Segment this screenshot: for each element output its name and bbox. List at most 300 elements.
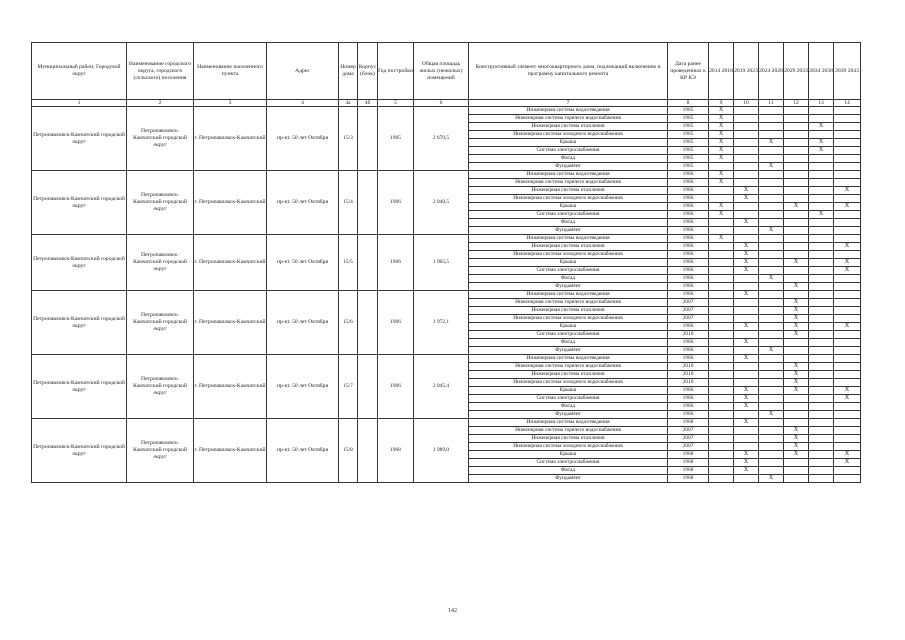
cell-repair-date: 1966: [668, 219, 709, 227]
cell-period-mark: X: [809, 147, 834, 155]
cell-period-mark: X: [784, 427, 809, 435]
cell-period-mark: [809, 443, 834, 451]
cell-period-mark: [809, 227, 834, 235]
cell-period-mark: [809, 259, 834, 267]
cell-period-mark: [834, 363, 861, 371]
cell-period-mark: [734, 123, 759, 131]
cell-period-mark: X: [759, 475, 784, 483]
cell-repair-date: 1966: [668, 291, 709, 299]
cell-period-mark: [809, 115, 834, 123]
table-row: [32, 107, 861, 115]
cell-period-mark: [734, 115, 759, 123]
cell-district: Петропавловск-Камчатский городской округ: [32, 355, 127, 419]
cell-period-mark: [784, 107, 809, 115]
cell-element: Фундамент: [469, 227, 668, 235]
cell-period-mark: [709, 307, 734, 315]
cell-repair-date: 1966: [668, 347, 709, 355]
cell-period-mark: [834, 227, 861, 235]
cell-repair-date: 2010: [668, 331, 709, 339]
cell-period-mark: [784, 291, 809, 299]
cell-repair-date: 1966: [668, 171, 709, 179]
cell-period-mark: X: [784, 435, 809, 443]
cell-period-mark: X: [759, 347, 784, 355]
column-number: 14: [834, 100, 861, 107]
cell-period-mark: [784, 123, 809, 131]
cell-element: Инженерная система отопления: [469, 243, 668, 251]
cell-period-mark: X: [734, 403, 759, 411]
cell-period-mark: [759, 315, 784, 323]
cell-repair-date: 1968: [668, 459, 709, 467]
cell-repair-date: 1965: [668, 107, 709, 115]
cell-period-mark: [709, 371, 734, 379]
cell-period-mark: X: [734, 451, 759, 459]
cell-repair-date: 1966: [668, 211, 709, 219]
cell-period-mark: [784, 171, 809, 179]
cell-period-mark: [784, 475, 809, 483]
cell-repair-date: 1968: [668, 419, 709, 427]
cell-period-mark: [759, 435, 784, 443]
cell-locality: г. Петропавловск-Камчатский: [194, 107, 267, 171]
cell-period-mark: [834, 347, 861, 355]
cell-period-mark: X: [784, 283, 809, 291]
cell-period-mark: [709, 467, 734, 475]
cell-period-mark: [784, 459, 809, 467]
cell-repair-date: 2007: [668, 427, 709, 435]
header-element: Конструктивный элемент многоквартирного дома, подлежащий включению в программу капитального ремонта: [469, 43, 668, 100]
cell-period-mark: [709, 451, 734, 459]
cell-period-mark: [734, 363, 759, 371]
cell-period-mark: [834, 139, 861, 147]
cell-period-mark: [734, 307, 759, 315]
cell-repair-date: 2010: [668, 379, 709, 387]
cell-repair-date: 1966: [668, 203, 709, 211]
cell-repair-date: 1968: [668, 467, 709, 475]
cell-period-mark: [784, 227, 809, 235]
cell-period-mark: X: [784, 259, 809, 267]
cell-district: Петропавловск-Камчатский городской округ: [32, 291, 127, 355]
cell-period-mark: [759, 443, 784, 451]
cell-year-built: 1966: [378, 355, 414, 419]
cell-period-mark: [734, 179, 759, 187]
cell-locality: г. Петропавловск-Камчатский: [194, 235, 267, 291]
cell-period-mark: X: [759, 163, 784, 171]
cell-period-mark: [809, 419, 834, 427]
cell-period-mark: X: [734, 419, 759, 427]
cell-period-mark: [709, 259, 734, 267]
cell-period-mark: [809, 459, 834, 467]
cell-period-mark: [734, 147, 759, 155]
cell-period-mark: [759, 235, 784, 243]
cell-period-mark: X: [834, 323, 861, 331]
cell-period-mark: [759, 171, 784, 179]
cell-district: Петропавловск-Камчатский городской округ: [32, 235, 127, 291]
cell-period-mark: X: [734, 267, 759, 275]
cell-period-mark: [834, 107, 861, 115]
cell-period-mark: [759, 219, 784, 227]
capital-repair-table-sheet: [31, 42, 860, 483]
cell-period-mark: [834, 339, 861, 347]
cell-locality: г. Петропавловск-Камчатский: [194, 355, 267, 419]
cell-period-mark: [784, 251, 809, 259]
cell-address: пр-кт. 50 лет Октября: [267, 171, 339, 235]
cell-period-mark: [784, 155, 809, 163]
cell-period-mark: [809, 475, 834, 483]
cell-period-mark: [734, 107, 759, 115]
cell-element: Система электроснабжения: [469, 211, 668, 219]
cell-element: Фасад: [469, 467, 668, 475]
cell-period-mark: X: [734, 467, 759, 475]
cell-period-mark: X: [834, 259, 861, 267]
cell-period-mark: [809, 243, 834, 251]
cell-period-mark: [734, 379, 759, 387]
cell-repair-date: 1965: [668, 115, 709, 123]
cell-period-mark: [759, 203, 784, 211]
cell-period-mark: [759, 387, 784, 395]
cell-period-mark: [809, 155, 834, 163]
cell-period-mark: [809, 395, 834, 403]
cell-element: Инженерная система холодного водоснабжения: [469, 315, 668, 323]
cell-element: Фундамент: [469, 283, 668, 291]
cell-period-mark: [809, 251, 834, 259]
cell-period-mark: [809, 195, 834, 203]
cell-period-mark: [709, 475, 734, 483]
header-address: Адрес: [267, 43, 339, 100]
cell-area: 2 045,4: [414, 355, 469, 419]
cell-period-mark: [834, 219, 861, 227]
cell-element: Система электроснабжения: [469, 267, 668, 275]
cell-locality: г. Петропавловск-Камчатский: [194, 419, 267, 483]
cell-period-mark: [709, 339, 734, 347]
cell-period-mark: [834, 411, 861, 419]
cell-repair-date: 2007: [668, 435, 709, 443]
cell-period-mark: [784, 115, 809, 123]
cell-period-mark: [759, 379, 784, 387]
cell-period-mark: [759, 107, 784, 115]
cell-period-mark: [784, 419, 809, 427]
column-number: 5: [378, 100, 414, 107]
cell-period-mark: [734, 411, 759, 419]
cell-period-mark: [709, 299, 734, 307]
cell-period-mark: [809, 411, 834, 419]
cell-period-mark: [809, 275, 834, 283]
cell-period-mark: [809, 203, 834, 211]
cell-settlement: Петропавловск-Камчатский городской округ: [127, 419, 194, 483]
cell-period-mark: X: [834, 459, 861, 467]
header-row: [32, 43, 861, 100]
cell-repair-date: 1966: [668, 387, 709, 395]
cell-period-mark: [809, 435, 834, 443]
cell-address: пр-кт. 50 лет Октября: [267, 355, 339, 419]
cell-period-mark: [784, 355, 809, 363]
cell-period-mark: [759, 339, 784, 347]
cell-period-mark: [759, 283, 784, 291]
cell-locality: г. Петропавловск-Камчатский: [194, 171, 267, 235]
cell-period-mark: [784, 243, 809, 251]
cell-period-mark: [734, 331, 759, 339]
cell-repair-date: 1966: [668, 251, 709, 259]
cell-repair-date: 1966: [668, 179, 709, 187]
cell-element: Инженерная система холодного водоснабжения: [469, 379, 668, 387]
cell-repair-date: 1965: [668, 155, 709, 163]
cell-period-mark: [759, 459, 784, 467]
cell-period-mark: X: [809, 211, 834, 219]
cell-period-mark: X: [834, 451, 861, 459]
cell-repair-date: 1965: [668, 139, 709, 147]
cell-period-mark: [759, 323, 784, 331]
cell-period-mark: [784, 467, 809, 475]
cell-period-mark: [834, 371, 861, 379]
cell-settlement: Петропавловск-Камчатский городской округ: [127, 355, 194, 419]
cell-element: Фундамент: [469, 163, 668, 171]
cell-period-mark: [759, 307, 784, 315]
cell-period-mark: [834, 195, 861, 203]
header-building: Корпус (блок): [358, 43, 378, 100]
column-number: 8: [668, 100, 709, 107]
header-house-no: Номер дома: [339, 43, 358, 100]
cell-period-mark: X: [784, 315, 809, 323]
cell-period-mark: [759, 155, 784, 163]
table-row: [32, 355, 861, 363]
cell-period-mark: X: [784, 443, 809, 451]
cell-period-mark: [709, 195, 734, 203]
cell-period-mark: [784, 275, 809, 283]
cell-period-mark: X: [709, 115, 734, 123]
cell-period-mark: X: [734, 259, 759, 267]
cell-period-mark: [709, 443, 734, 451]
cell-period-mark: [784, 139, 809, 147]
cell-period-mark: [759, 403, 784, 411]
cell-period-mark: [784, 187, 809, 195]
cell-building: [358, 291, 378, 355]
cell-period-mark: X: [784, 307, 809, 315]
cell-period-mark: [759, 371, 784, 379]
cell-period-mark: [834, 315, 861, 323]
cell-period-mark: [734, 315, 759, 323]
cell-house-no: 15/4: [339, 171, 358, 235]
header-period: 2024 2028: [759, 43, 784, 100]
cell-period-mark: [834, 443, 861, 451]
cell-element: Инженерная система отопления: [469, 435, 668, 443]
cell-period-mark: [784, 179, 809, 187]
cell-period-mark: [709, 283, 734, 291]
cell-period-mark: [834, 403, 861, 411]
cell-period-mark: [809, 179, 834, 187]
cell-element: Фасад: [469, 403, 668, 411]
cell-period-mark: [809, 451, 834, 459]
cell-period-mark: X: [809, 123, 834, 131]
column-number: 7: [469, 100, 668, 107]
cell-period-mark: [809, 467, 834, 475]
cell-period-mark: [809, 363, 834, 371]
cell-repair-date: 2010: [668, 363, 709, 371]
cell-repair-date: 1966: [668, 403, 709, 411]
cell-repair-date: 1968: [668, 475, 709, 483]
cell-period-mark: [809, 163, 834, 171]
cell-period-mark: [709, 427, 734, 435]
cell-element: Крыша: [469, 259, 668, 267]
cell-period-mark: [709, 459, 734, 467]
cell-element: Фасад: [469, 339, 668, 347]
cell-period-mark: [834, 235, 861, 243]
cell-district: Петропавловск-Камчатский городской округ: [32, 107, 127, 171]
cell-period-mark: X: [784, 331, 809, 339]
cell-element: Крыша: [469, 139, 668, 147]
column-number: 1: [32, 100, 127, 107]
cell-period-mark: [709, 275, 734, 283]
cell-period-mark: [834, 379, 861, 387]
cell-period-mark: [809, 187, 834, 195]
cell-period-mark: [734, 163, 759, 171]
cell-period-mark: [709, 243, 734, 251]
column-number: 6: [414, 100, 469, 107]
cell-element: Система электроснабжения: [469, 459, 668, 467]
cell-repair-date: 1966: [668, 339, 709, 347]
cell-period-mark: X: [709, 203, 734, 211]
cell-element: Инженерная система водоотведения: [469, 171, 668, 179]
cell-period-mark: [709, 347, 734, 355]
cell-element: Крыша: [469, 323, 668, 331]
header-period: 2014 2018: [709, 43, 734, 100]
cell-period-mark: [809, 355, 834, 363]
cell-year-built: 1966: [378, 291, 414, 355]
cell-repair-date: 1965: [668, 131, 709, 139]
cell-period-mark: X: [734, 355, 759, 363]
cell-element: Инженерная система водоотведения: [469, 107, 668, 115]
header-repair-date: Дата ранее проведенных к КР КЭ: [668, 43, 709, 100]
cell-repair-date: 1966: [668, 275, 709, 283]
cell-element: Инженерная система горячего водоснабжения: [469, 179, 668, 187]
cell-period-mark: [709, 403, 734, 411]
cell-element: Инженерная система водоотведения: [469, 291, 668, 299]
cell-period-mark: [759, 395, 784, 403]
cell-element: Инженерная система водоотведения: [469, 235, 668, 243]
cell-period-mark: X: [834, 267, 861, 275]
cell-element: Инженерная система холодного водоснабжения: [469, 131, 668, 139]
cell-period-mark: [784, 267, 809, 275]
cell-period-mark: X: [834, 387, 861, 395]
cell-period-mark: X: [709, 147, 734, 155]
cell-period-mark: X: [784, 451, 809, 459]
cell-period-mark: [834, 307, 861, 315]
cell-settlement: Петропавловск-Камчатский городской округ: [127, 291, 194, 355]
cell-element: Система электроснабжения: [469, 395, 668, 403]
cell-period-mark: [784, 131, 809, 139]
cell-period-mark: X: [709, 155, 734, 163]
cell-repair-date: 1966: [668, 395, 709, 403]
header-period: 2039 2043: [834, 43, 861, 100]
cell-locality: г. Петропавловск-Камчатский: [194, 291, 267, 355]
cell-house-no: 15/6: [339, 291, 358, 355]
cell-period-mark: [834, 299, 861, 307]
cell-period-mark: [834, 435, 861, 443]
cell-element: Крыша: [469, 203, 668, 211]
cell-element: Крыша: [469, 387, 668, 395]
cell-period-mark: [734, 211, 759, 219]
table-body: [32, 107, 861, 483]
cell-house-no: 15/7: [339, 355, 358, 419]
cell-repair-date: 1965: [668, 163, 709, 171]
cell-period-mark: [784, 163, 809, 171]
cell-period-mark: X: [809, 139, 834, 147]
cell-element: Крыша: [469, 451, 668, 459]
cell-element: Инженерная система горячего водоснабжения: [469, 427, 668, 435]
cell-repair-date: 1966: [668, 243, 709, 251]
cell-period-mark: [809, 427, 834, 435]
cell-year-built: 1965: [378, 107, 414, 171]
cell-area: 1 972,1: [414, 291, 469, 355]
header-year-built: Год постройки: [378, 43, 414, 100]
cell-period-mark: X: [759, 411, 784, 419]
cell-period-mark: [734, 299, 759, 307]
cell-period-mark: [734, 443, 759, 451]
cell-period-mark: X: [734, 339, 759, 347]
cell-building: [358, 171, 378, 235]
cell-repair-date: 1968: [668, 451, 709, 459]
cell-period-mark: [834, 179, 861, 187]
cell-period-mark: [834, 275, 861, 283]
cell-period-mark: [834, 115, 861, 123]
column-number: 12: [784, 100, 809, 107]
capital-repair-table: [31, 42, 861, 483]
cell-period-mark: [759, 451, 784, 459]
header-period: 2034 2038: [809, 43, 834, 100]
cell-period-mark: X: [709, 235, 734, 243]
cell-period-mark: [809, 403, 834, 411]
column-number: 11: [759, 100, 784, 107]
cell-element: Инженерная система отопления: [469, 307, 668, 315]
cell-period-mark: [809, 307, 834, 315]
cell-period-mark: [809, 379, 834, 387]
cell-element: Инженерная система отопления: [469, 187, 668, 195]
cell-period-mark: [709, 395, 734, 403]
cell-period-mark: [784, 395, 809, 403]
cell-period-mark: [834, 155, 861, 163]
cell-period-mark: [734, 371, 759, 379]
cell-period-mark: [834, 355, 861, 363]
cell-repair-date: 1966: [668, 259, 709, 267]
header-area: Общая площадь жилых (нежилых) помещений: [414, 43, 469, 100]
cell-period-mark: [734, 275, 759, 283]
cell-period-mark: [809, 291, 834, 299]
cell-element: Фасад: [469, 275, 668, 283]
cell-period-mark: X: [709, 171, 734, 179]
cell-period-mark: X: [734, 323, 759, 331]
cell-element: Инженерная система горячего водоснабжения: [469, 115, 668, 123]
cell-period-mark: [784, 211, 809, 219]
cell-repair-date: 1965: [668, 147, 709, 155]
cell-address: пр-кт. 50 лет Октября: [267, 235, 339, 291]
cell-period-mark: X: [734, 187, 759, 195]
cell-element: Фасад: [469, 155, 668, 163]
cell-period-mark: [834, 123, 861, 131]
cell-period-mark: [809, 387, 834, 395]
cell-period-mark: [734, 475, 759, 483]
cell-period-mark: X: [784, 203, 809, 211]
cell-period-mark: [734, 235, 759, 243]
cell-element: Инженерная система горячего водоснабжения: [469, 363, 668, 371]
cell-building: [358, 107, 378, 171]
cell-period-mark: [809, 235, 834, 243]
cell-period-mark: X: [834, 243, 861, 251]
cell-repair-date: 1965: [668, 123, 709, 131]
cell-period-mark: [709, 291, 734, 299]
cell-period-mark: [734, 283, 759, 291]
cell-period-mark: [734, 131, 759, 139]
cell-period-mark: X: [709, 179, 734, 187]
cell-period-mark: [709, 363, 734, 371]
cell-period-mark: [709, 355, 734, 363]
cell-repair-date: 1966: [668, 411, 709, 419]
